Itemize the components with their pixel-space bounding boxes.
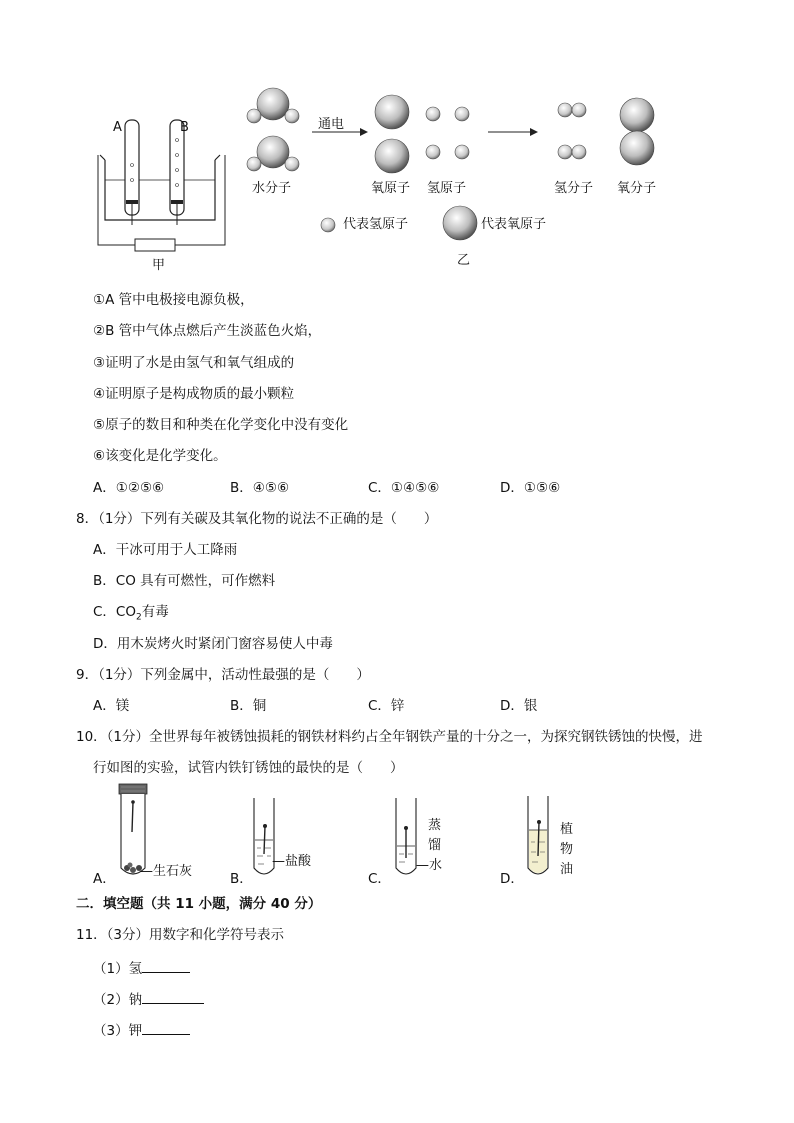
label-oxygen-atom: 氧原子 xyxy=(371,181,411,196)
q11-item-2 xyxy=(93,989,204,1009)
q8-stem: 8．（1分）下列有关碳及其氧化物的说法不正确的是（ ） xyxy=(76,511,438,527)
label-water-molecule: 水分子 xyxy=(252,181,292,196)
q7-option-b[interactable]: B．④⑤⑥ xyxy=(230,480,290,496)
q10-stem-line-2: 行如图的实验，试管内铁钉锈蚀的最快的是（ ） xyxy=(93,760,404,776)
q7-statement-5: ⑤原子的数目和种类在化学变化中没有变化 xyxy=(93,417,349,433)
test-tube-d-drawing xyxy=(524,794,554,882)
q11-item-2-text: （2）钠 xyxy=(93,992,143,1008)
tube-d-label-3: 油 xyxy=(560,862,574,877)
q7-statement-6: ⑥该变化是化学变化。 xyxy=(93,448,227,464)
tube-a-label: —生石灰 xyxy=(140,864,193,879)
q9-option-d[interactable]: D．银 xyxy=(500,698,538,714)
q10-option-d[interactable]: D． xyxy=(500,871,524,887)
label-hydrogen-atom: 氢原子 xyxy=(427,181,467,196)
q11-answer-blank-2[interactable] xyxy=(142,989,204,1004)
tube-b-label: —盐酸 xyxy=(272,854,312,869)
q10-option-b[interactable]: B． xyxy=(230,871,253,887)
q11-answer-blank-1[interactable] xyxy=(142,958,190,973)
tube-b-label-text: 盐酸 xyxy=(285,854,312,869)
q8-option-c-subscript: 2 xyxy=(135,612,142,623)
q7-option-a[interactable]: A．①②⑤⑥ xyxy=(93,480,165,496)
molecule-model-figure xyxy=(240,82,680,262)
q7-option-d[interactable]: D．①⑤⑥ xyxy=(500,480,561,496)
tube-c-label-2: 馏 xyxy=(428,838,442,853)
tube-a-label-text: 生石灰 xyxy=(153,864,193,879)
arrow-label-electrify: 通电 xyxy=(318,117,345,132)
q10-option-c[interactable]: C． xyxy=(368,871,391,887)
legend-oxygen-label: 代表氧原子 xyxy=(481,217,547,232)
tube-c-label-1: 蒸 xyxy=(428,818,442,833)
tube-label-b: B xyxy=(180,120,189,135)
figure-caption-yi: 乙 xyxy=(457,253,471,268)
q11-item-1 xyxy=(93,958,190,978)
test-tube-d xyxy=(524,794,554,882)
legend-hydrogen-label: 代表氢原子 xyxy=(343,217,409,232)
q11-answer-blank-3[interactable] xyxy=(142,1020,190,1035)
q7-statement-4: ④证明原子是构成物质的最小颗粒 xyxy=(93,386,295,402)
molecule-model-drawing xyxy=(240,82,680,262)
q8-option-a[interactable]: A．干冰可用于人工降雨 xyxy=(93,542,238,558)
q11-stem: 11．（3分）用数字和化学符号表示 xyxy=(76,927,285,943)
tube-d-label-2: 物 xyxy=(560,842,574,857)
q8-option-b[interactable]: B．CO 具有可燃性，可作燃料 xyxy=(93,573,276,589)
tube-label-a: A xyxy=(113,120,122,135)
section-heading-fill-in: 二．填空题（共 11 小题，满分 40 分） xyxy=(76,896,322,912)
tube-c-label-3-text: 水 xyxy=(429,858,443,873)
q8-option-d[interactable]: D．用木炭烤火时紧闭门窗容易使人中毒 xyxy=(93,636,333,652)
figure-caption-jia: 甲 xyxy=(152,258,166,273)
tube-d-label-1: 植 xyxy=(560,822,574,837)
label-oxygen-molecule: 氧分子 xyxy=(617,181,657,196)
q7-statement-1: ①A 管中电极接电源负极， xyxy=(93,292,254,308)
label-hydrogen-molecule: 氢分子 xyxy=(554,181,594,196)
q11-item-3 xyxy=(93,1020,190,1040)
electrolysis-apparatus-drawing xyxy=(90,110,230,275)
q9-option-b[interactable]: B．铜 xyxy=(230,698,267,714)
q10-stem-line-1: 10．（1分）全世界每年被锈蚀损耗的钢铁材料约占全年钢铁产量的十分之一，为探究钢铁锈蚀的快慢，进 xyxy=(76,729,703,745)
q8-option-c-tail: 有毒 xyxy=(141,604,169,620)
q7-option-c[interactable]: C．①④⑤⑥ xyxy=(368,480,440,496)
q9-option-a[interactable]: A．镁 xyxy=(93,698,130,714)
q11-item-3-text: （3）钾 xyxy=(93,1023,143,1039)
electrolysis-apparatus-figure xyxy=(90,110,230,275)
q8-option-c-head: C．CO xyxy=(93,604,136,620)
q7-statement-2: ②B 管中气体点燃后产生淡蓝色火焰， xyxy=(93,323,322,339)
q7-statement-3: ③证明了水是由氢气和氧气组成的 xyxy=(93,355,295,371)
tube-c-label-3: —水 xyxy=(416,858,443,873)
q9-stem: 9．（1分）下列金属中，活动性最强的是（ ） xyxy=(76,667,370,683)
q10-option-a[interactable]: A． xyxy=(93,871,116,887)
q11-item-1-text: （1）氢 xyxy=(93,961,143,977)
q8-option-c[interactable] xyxy=(93,603,169,627)
q9-option-c[interactable]: C．锌 xyxy=(368,698,405,714)
